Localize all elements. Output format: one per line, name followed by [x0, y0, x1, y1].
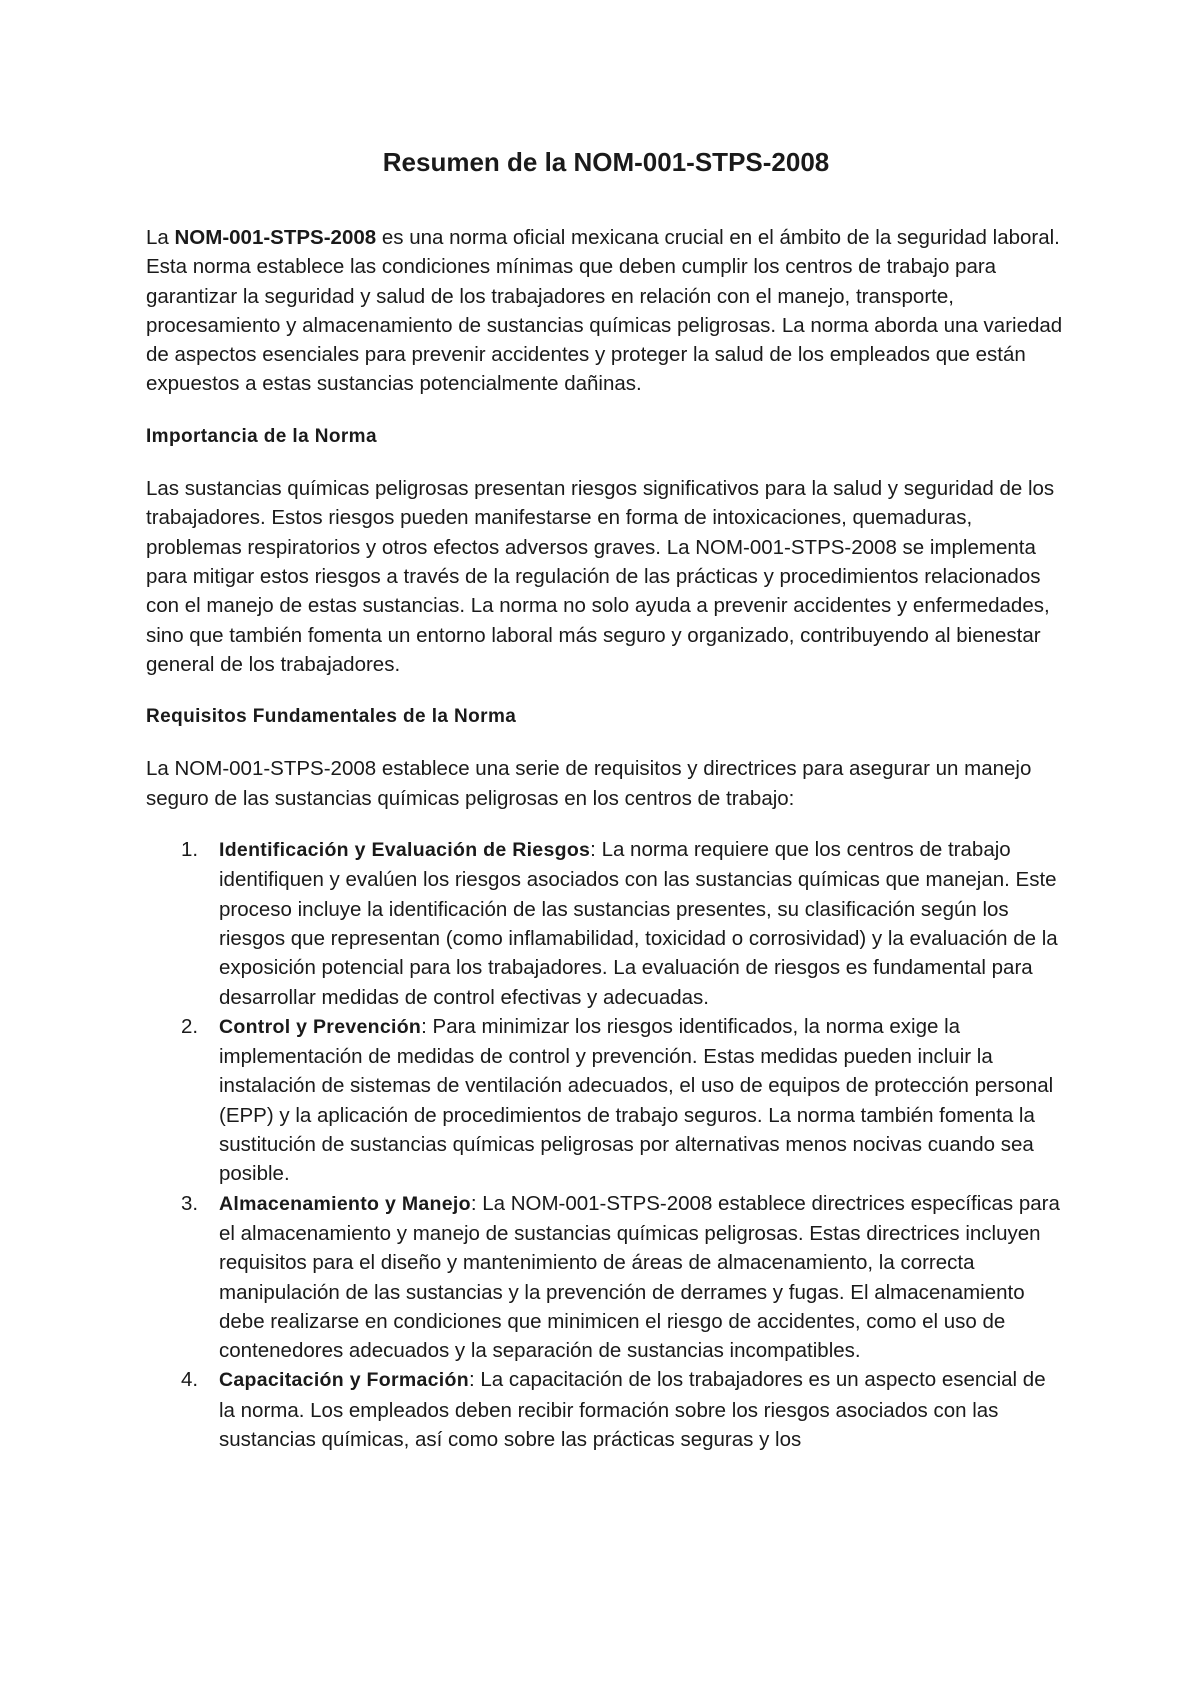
- list-item: [146, 1189, 1066, 1366]
- list-item-term: Identificación y Evaluación de Riesgos: [219, 839, 591, 862]
- list-item-number: 1.: [181, 838, 199, 862]
- intro-norm-name: NOM-001-STPS-2008: [174, 226, 377, 249]
- intro-lead: La: [146, 226, 175, 249]
- requisitos-list: [146, 835, 1066, 1454]
- list-item-text: : La capacitación de los trabajadores es un aspecto esencial de la norma. Los empleados deben recibir formación sobre los riesgos asociados con las sustancias químicas, así como sobre las prácticas seguras y los: [219, 1368, 1046, 1451]
- list-item-term: Control y Prevención: [219, 1015, 422, 1038]
- importancia-paragraph: Las sustancias químicas peligrosas presentan riesgos significativos para la salud y seguridad de los trabajadores. Estos riesgos pueden manifestarse en forma de intoxicaciones, quemaduras, problemas respiratorios y otros efectos adversos graves. La NOM-001-STPS-2008 se implementa para mitigar estos riesgos a través de la regulación de las prácticas y procedimientos relacionados con el manejo de estas sustancias. La norma no solo ayuda a prevenir accidentes y enfermedades, sino que también fomenta un entorno laboral más seguro y organizado, contribuyendo al bienestar general de los trabajadores.: [146, 477, 1055, 676]
- list-item: [146, 1365, 1066, 1454]
- section-heading-requisitos: Requisitos Fundamentales de la Norma: [146, 706, 517, 728]
- intro-paragraph: [146, 223, 1066, 399]
- list-item-number: 4.: [181, 1368, 199, 1392]
- list-item-number: 2.: [181, 1014, 199, 1038]
- requisitos-paragraph: La NOM-001-STPS-2008 establece una serie de requisitos y directrices para asegurar un manejo seguro de las sustancias químicas peligrosas en los centros de trabajo:: [146, 757, 1032, 810]
- list-item-term: Capacitación y Formación: [219, 1369, 469, 1392]
- list-item-text: : Para minimizar los riesgos identificados, la norma exige la implementación de medidas de control y prevención. Estas medidas pueden incluir la instalación de sistemas de ventilación adecuados, el uso de equipos de protección personal (EPP) y la aplicación de procedimientos de trabajo seguros. La norma también fomenta la sustitución de sustancias químicas peligrosas por alternativas menos nocivas cuando sea posible.: [219, 1014, 1054, 1186]
- list-item: [146, 835, 1066, 1012]
- list-item-term: Almacenamiento y Manejo: [219, 1192, 471, 1215]
- list-item-number: 3.: [181, 1191, 199, 1215]
- document-page: [146, 146, 1066, 1454]
- page-title: Resumen de la NOM-001-STPS-2008: [382, 147, 830, 177]
- list-item-text: : La NOM-001-STPS-2008 establece directrices específicas para el almacenamiento y manejo de sustancias químicas peligrosas. Estas directrices incluyen requisitos para el diseño y mantenimiento de áreas de almacenamiento, la correcta manipulación de las sustancias y la prevención de derrames y fugas. El almacenamiento debe realizarse en condiciones que minimicen el riesgo de accidentes, como el uso de contenedores adecuados y la separación de sustancias incompatibles.: [219, 1191, 1060, 1363]
- list-item: [146, 1012, 1066, 1189]
- section-heading-importancia: Importancia de la Norma: [146, 425, 377, 447]
- list-item-text: : La norma requiere que los centros de trabajo identifiquen y evalúen los riesgos asociados con las sustancias químicas que manejan. Este proceso incluye la identificación de las sustancias presentes, su clasificación según los riesgos que representan (como inflamabilidad, toxicidad o corrosividad) y la evaluación de la exposición potencial para los trabajadores. La evaluación de riesgos es fundamental para desarrollar medidas de control efectivas y adecuadas.: [219, 838, 1058, 1009]
- intro-text: es una norma oficial mexicana crucial en el ámbito de la seguridad laboral. Esta norma establece las condiciones mínimas que deben cumplir los centros de trabajo para garantizar la seguridad y salud de los trabajadores en relación con el manejo, transporte, procesamiento y almacenamiento de sustancias químicas peligrosas. La norma aborda una variedad de aspectos esenciales para prevenir accidentes y proteger la salud de los empleados que están expuestos a estas sustancias potencialmente dañinas.: [146, 226, 1063, 396]
